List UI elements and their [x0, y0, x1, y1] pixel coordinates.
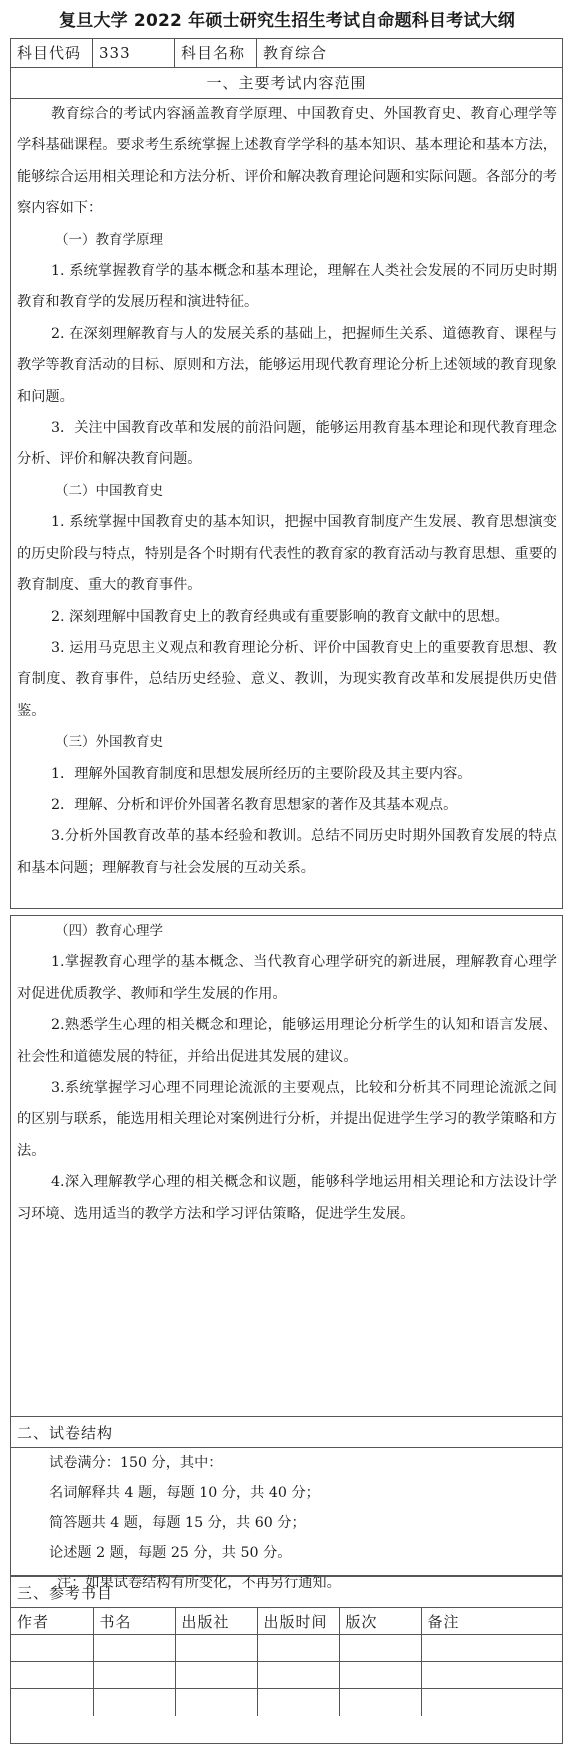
structure-line: 名词解释共 4 题，每题 10 分，共 40 分；	[49, 1485, 320, 1501]
part4-title: （四）教育心理学	[55, 923, 163, 939]
part2-title: （二）中国教育史	[55, 482, 163, 499]
part4-item: 2.熟悉学生心理的相关概念和理论，能够运用理论分析学生的认知和语言发展、社会性和道德发展的特征，并给出促进其发展的建议。	[17, 1017, 557, 1065]
structure-note: 注：如果试卷结构有所变化，不再另行通知。	[57, 1575, 341, 1591]
part4-item: 4.深入理解教学心理的相关概念和议题，能够科学地运用相关理论和方法设计学习环境、选用适当的教学方法和学习评估策略，促进学生发展。	[17, 1174, 557, 1222]
section1-heading: 一、主要考试内容范围	[11, 68, 562, 99]
part2-item: 1. 系统掌握中国教育史的基本知识，把握中国教育制度产生发展、教育思想演变的历史阶段与特点，特别是各个时期有代表性的教育家的教育活动与教育思想、重要的教育制度、重大的教育事件。	[17, 514, 557, 594]
part2-item: 2. 深刻理解中国教育史上的教育经典或有重要影响的教育文献中的思想。	[51, 608, 509, 625]
reference-books-table	[11, 1607, 562, 1716]
table-cell	[339, 1662, 421, 1689]
table-cell	[175, 1689, 257, 1716]
column-header-remarks: 备注	[421, 1608, 562, 1635]
part1-item: 3．关注中国教育改革和发展的前沿问题，能够运用教育基本理论和现代教育理念分析、评价和解决教育问题。	[17, 420, 557, 468]
table-cell	[257, 1662, 339, 1689]
section-exam-structure	[10, 1416, 563, 1591]
table-cell	[175, 1662, 257, 1689]
part3-title: （三）外国教育史	[55, 734, 163, 751]
part4-item: 1.掌握教育心理学的基本概念、当代教育心理学研究的新进展，理解教育心理学对促进优质教学、教师和学生发展的作用。	[17, 954, 557, 1002]
table-cell	[11, 1689, 93, 1716]
table-cell	[93, 1689, 175, 1716]
part3-item: 1．理解外国教育制度和思想发展所经历的主要阶段及其主要内容。	[51, 765, 472, 782]
structure-line: 论述题 2 题，每题 25 分，共 50 分。	[49, 1545, 292, 1561]
section-main-content	[10, 67, 563, 909]
structure-line: 试卷满分：150 分，其中：	[49, 1455, 223, 1471]
subject-code-label: 科目代码	[11, 39, 93, 67]
table-cell	[421, 1635, 562, 1662]
table-cell	[421, 1689, 562, 1716]
column-header-author: 作者	[11, 1608, 93, 1635]
part1-item: 1. 系统掌握教育学的基本概念和基本理论，理解在人类社会发展的不同历史时期教育和教育学的发展历程和演进特征。	[17, 263, 557, 311]
subject-code-value: 333	[93, 39, 175, 67]
table-cell	[175, 1635, 257, 1662]
column-header-title: 书名	[93, 1608, 175, 1635]
table-cell	[257, 1635, 339, 1662]
subject-info-row	[10, 38, 563, 68]
table-cell	[93, 1662, 175, 1689]
column-header-edition: 版次	[339, 1608, 421, 1635]
part2-item: 3. 运用马克思主义观点和教育理论分析、评价中国教育史上的重要教育思想、教育制度、教育事件，总结历史经验、意义、教训，为现实教育改革和发展提供历史借鉴。	[17, 639, 557, 719]
section1-intro: 教育综合的考试内容涵盖教育学原理、中国教育史、外国教育史、教育心理学等学科基础课程。要求考生系统掌握上述教育学学科的基本知识、基本理论和基本方法，能够综合运用相关理论和方法分析、评价和解决教育理论问题和实际问题。各部分的考察内容如下：	[17, 106, 557, 217]
part3-item: 2．理解、分析和评价外国著名教育思想家的著作及其基本观点。	[51, 796, 458, 813]
subject-name-value: 教育综合	[263, 44, 328, 62]
table-cell	[421, 1662, 562, 1689]
part3-item: 3.分析外国教育改革的基本经验和教训。总结不同历史时期外国教育发展的特点和基本问题；理解教育与社会发展的互动关系。	[17, 828, 557, 876]
table-cell	[339, 1689, 421, 1716]
document-title: 复旦大学 2022 年硕士研究生招生考试自命题科目考试大纲	[59, 11, 515, 31]
table-row	[11, 1662, 562, 1689]
table-header-row	[11, 1608, 562, 1635]
table-cell	[257, 1689, 339, 1716]
structure-line: 简答题共 4 题，每题 15 分，共 60 分；	[49, 1515, 306, 1531]
section-main-content-continued	[10, 915, 563, 1417]
part1-item: 2. 在深刻理解教育与人的发展关系的基础上，把握师生关系、道德教育、课程与教学等教育活动的目标、原则和方法，能够运用现代教育理论分析上述领域的教育现象和问题。	[17, 325, 557, 405]
table-cell	[11, 1635, 93, 1662]
subject-name-label: 科目名称	[175, 39, 257, 67]
table-cell	[339, 1635, 421, 1662]
part4-item: 3.系统掌握学习心理不同理论流派的主要观点，比较和分析其不同理论流派之间的区别与联系，能选用相关理论对案例进行分析，并提出促进学生学习的教学策略和方法。	[17, 1080, 557, 1159]
section2-heading: 二、试卷结构	[11, 1417, 562, 1448]
section3-heading: 三、参考书目	[11, 1577, 562, 1608]
section-reference-books	[10, 1576, 563, 1744]
table-row	[11, 1689, 562, 1716]
column-header-pub-date: 出版时间	[257, 1608, 339, 1635]
table-cell	[11, 1662, 93, 1689]
table-cell	[93, 1635, 175, 1662]
part1-title: （一）教育学原理	[55, 231, 163, 248]
column-header-publisher: 出版社	[175, 1608, 257, 1635]
table-row	[11, 1635, 562, 1662]
